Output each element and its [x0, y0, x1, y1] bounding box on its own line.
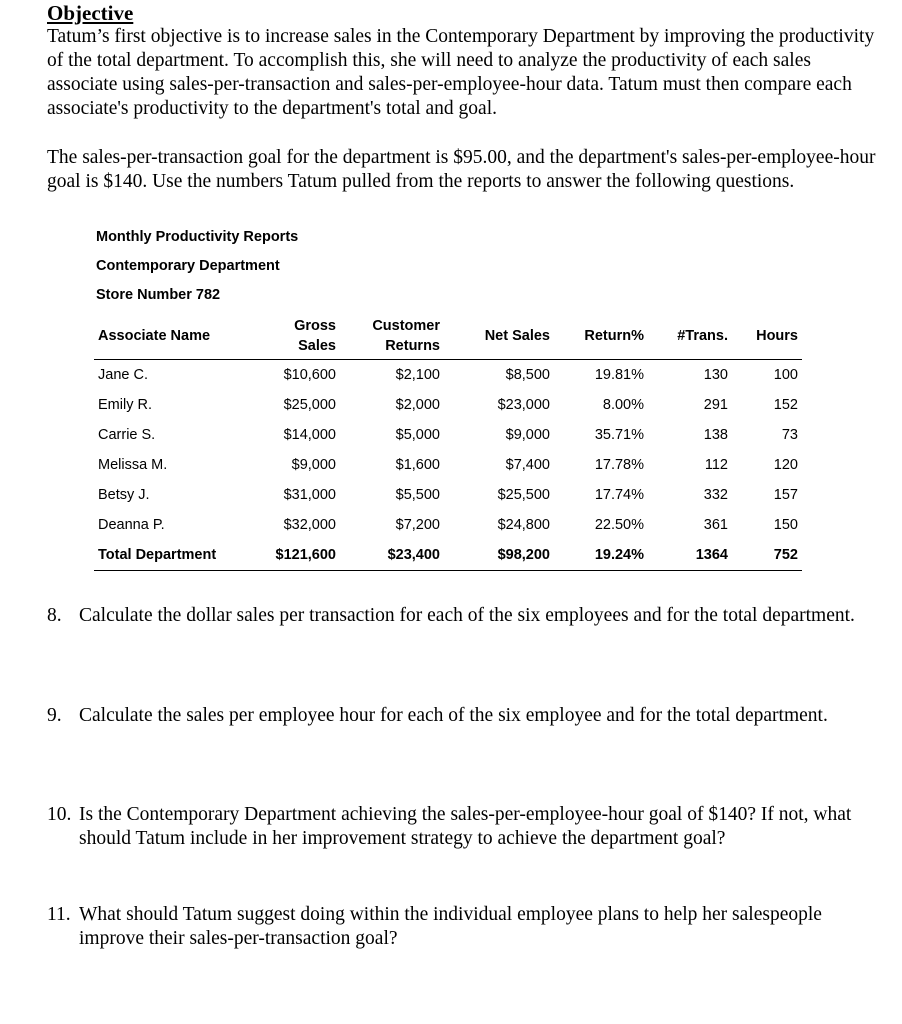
cell-net: $25,500: [497, 486, 550, 503]
cell-total-gross: $121,600: [264, 540, 340, 571]
productivity-table: [94, 313, 802, 571]
col-header-returns-line2: Returns: [385, 337, 440, 354]
cell-hours: 120: [773, 456, 798, 473]
table-row: [94, 510, 802, 540]
col-header-gross-line2: Sales: [298, 337, 336, 354]
cell-hours: 157: [773, 486, 798, 503]
cell-total-return-pct: 19.24%: [554, 540, 648, 571]
objective-heading: Objective: [47, 1, 134, 25]
cell-trans: 138: [703, 426, 728, 443]
col-header-associate-name: Associate Name: [94, 313, 264, 359]
table-row: [94, 420, 802, 450]
cell-return-pct: 8.00%: [602, 396, 644, 413]
question-number: 8.: [47, 605, 62, 626]
cell-returns: $2,000: [395, 396, 440, 413]
cell-name: Jane C.: [98, 366, 148, 383]
cell-returns: $5,000: [395, 426, 440, 443]
cell-returns: $2,100: [395, 366, 440, 383]
cell-net: $8,500: [505, 366, 550, 383]
table-row: [94, 450, 802, 480]
objective-section: [47, 2, 877, 194]
cell-hours: 152: [773, 396, 798, 413]
cell-return-pct: 19.81%: [594, 366, 644, 383]
question-number: 10.: [47, 804, 72, 825]
col-header-gross-line1: Gross: [294, 317, 336, 334]
cell-gross: $10,600: [283, 366, 336, 383]
question-number: 11.: [47, 904, 71, 925]
cell-name: Carrie S.: [98, 426, 156, 443]
table-row: [94, 390, 802, 420]
question-9: [47, 704, 867, 728]
cell-name: Emily R.: [98, 396, 152, 413]
question-text: Is the Contemporary Department achieving the sales-per-employee-hour goal of $140? If not, what should Tatum include in her improvement strategy to achieve the department goal?: [79, 804, 852, 849]
cell-hours: 73: [781, 426, 798, 443]
cell-trans: 130: [703, 366, 728, 383]
cell-trans: 112: [704, 456, 728, 473]
question-11: [47, 903, 867, 951]
cell-net: $9,000: [505, 426, 550, 443]
cell-return-pct: 22.50%: [594, 516, 644, 533]
question-number: 9.: [47, 705, 62, 726]
cell-gross: $14,000: [283, 426, 336, 443]
cell-net: $24,800: [497, 516, 550, 533]
cell-total-hours: 752: [732, 540, 802, 571]
cell-net: $23,000: [497, 396, 550, 413]
cell-return-pct: 17.74%: [594, 486, 644, 503]
cell-net: $7,400: [505, 456, 550, 473]
table-total-row: [94, 540, 802, 571]
question-text: Calculate the sales per employee hour for each of the six employee and for the total department.: [79, 705, 828, 726]
cell-returns: $5,500: [395, 486, 440, 503]
cell-return-pct: 17.78%: [594, 456, 644, 473]
question-10: [47, 803, 867, 851]
cell-gross: $25,000: [283, 396, 336, 413]
question-8: [47, 604, 867, 628]
col-header-hours: Hours: [732, 313, 802, 359]
cell-trans: 332: [703, 486, 728, 503]
table-row: [94, 480, 802, 510]
cell-hours: 150: [773, 516, 798, 533]
table-header-row: [94, 313, 802, 359]
cell-gross: $31,000: [283, 486, 336, 503]
report-department: Contemporary Department: [96, 258, 280, 274]
cell-gross: $32,000: [283, 516, 336, 533]
cell-hours: 100: [773, 366, 798, 383]
objective-paragraph-2: The sales-per-transaction goal for the department is $95.00, and the department's sales-per-employee-hour goal is $140. Use the numbers Tatum pulled from the reports to answer the following questions.: [47, 147, 876, 192]
cell-name: Deanna P.: [98, 516, 165, 533]
report-title: Monthly Productivity Reports: [96, 229, 299, 245]
cell-name: Melissa M.: [98, 456, 168, 473]
cell-return-pct: 35.71%: [594, 426, 644, 443]
objective-paragraph-1: Tatum’s first objective is to increase sales in the Contemporary Department by improving the productivity of the total department. To accomplish this, she will need to analyze the productivity of each sales associate using sales-per-transaction and sales-per-employee-hour data. Tatum must then compare each associate's productivity to the department's total and goal.: [47, 26, 875, 119]
cell-trans: 361: [703, 516, 728, 533]
question-text: Calculate the dollar sales per transaction for each of the six employees and for the total department.: [79, 605, 855, 626]
report-store-number: Store Number 782: [96, 287, 221, 303]
cell-trans: 291: [703, 396, 728, 413]
cell-returns: $7,200: [395, 516, 440, 533]
col-header-return-pct: Return%: [554, 313, 648, 359]
cell-gross: $9,000: [291, 456, 336, 473]
cell-total-net: $98,200: [444, 540, 554, 571]
col-header-transactions: #Trans.: [648, 313, 732, 359]
col-header-gross-sales: [264, 313, 340, 359]
cell-total-trans: 1364: [648, 540, 732, 571]
cell-total-name: Total Department: [94, 540, 264, 571]
question-text: What should Tatum suggest doing within the individual employee plans to help her salespeople improve their sales-per-transaction goal?: [79, 904, 822, 949]
col-header-net-sales: Net Sales: [444, 313, 554, 359]
col-header-customer-returns: [340, 313, 444, 359]
col-header-returns-line1: Customer: [372, 317, 440, 334]
productivity-report: [96, 226, 808, 571]
table-row: [94, 359, 802, 390]
cell-returns: $1,600: [395, 456, 440, 473]
cell-name: Betsy J.: [98, 486, 150, 503]
cell-total-returns: $23,400: [340, 540, 444, 571]
